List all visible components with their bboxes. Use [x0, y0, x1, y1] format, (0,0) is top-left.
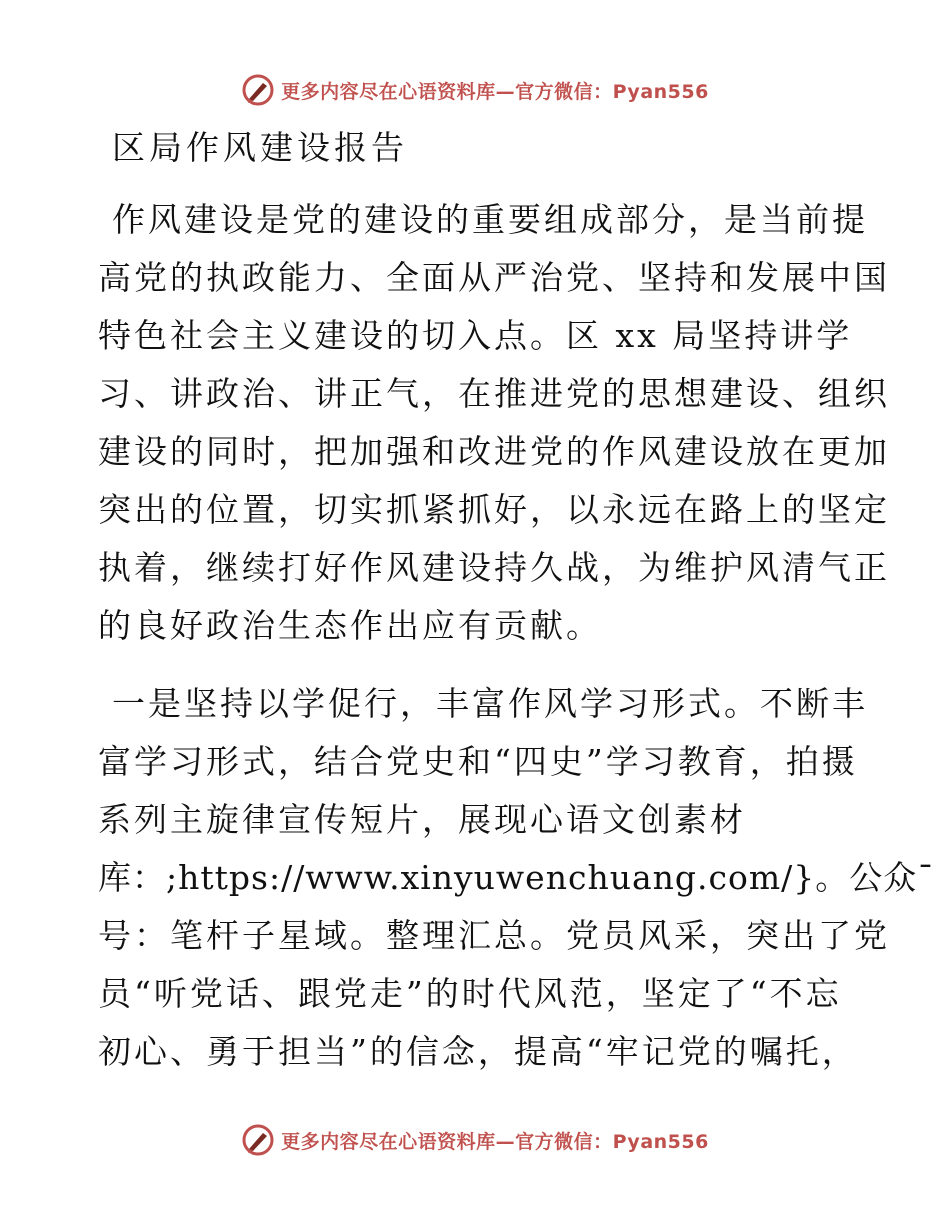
- pen-circle-icon: [241, 73, 275, 107]
- paragraph-line: 富学习形式，结合党史和“四史”学习教育，拍摄: [98, 742, 858, 781]
- paragraph-line: 作风建设是党的建设的重要组成部分，是当前提: [112, 200, 868, 239]
- pen-circle-icon: [241, 1123, 275, 1157]
- footer-banner-text: 更多内容尽在心语资料库—官方微信：Pyan556: [281, 1130, 709, 1153]
- paragraph-line: 习、讲政治、讲正气，在推进党的思想建设、组织: [98, 374, 890, 413]
- document-title: 区局作风建设报告: [112, 128, 408, 167]
- paragraph-line: 高党的执政能力、全面从严治党、坚持和发展中国: [98, 258, 890, 297]
- paragraph-line: 库：;https://www.xinyuwenchuang.com/}。公众¯: [98, 858, 935, 897]
- header-banner: [0, 68, 950, 112]
- footer-banner: [0, 1118, 950, 1162]
- paragraph-line: 号：笔杆子星域。整理汇总。党员风采，突出了党: [98, 916, 890, 955]
- paragraph-line: 一是坚持以学促行，丰富作风学习形式。不断丰: [112, 684, 868, 723]
- paragraph-line: 系列主旋律宣传短片，展现心语文创素材: [98, 800, 746, 839]
- paragraph-line: 执着，继续打好作风建设持久战，为维护风清气正: [98, 548, 890, 587]
- paragraph-line: 特色社会主义建设的切入点。区 xx 局坚持讲学: [98, 316, 853, 355]
- paragraph-line: 的良好政治生态作出应有贡献。: [98, 606, 602, 645]
- paragraph-line: 员“听党话、跟党走”的时代风范，坚定了“不忘: [98, 974, 842, 1013]
- paragraph-line: 初心、勇于担当”的信念，提高“牢记党的嘱托，: [98, 1032, 858, 1071]
- paragraph-line: 建设的同时，把加强和改进党的作风建设放在更加: [98, 432, 890, 471]
- header-banner-text: 更多内容尽在心语资料库—官方微信：Pyan556: [281, 80, 709, 103]
- paragraph-line: 突出的位置，切实抓紧抓好，以永远在路上的坚定: [98, 490, 890, 529]
